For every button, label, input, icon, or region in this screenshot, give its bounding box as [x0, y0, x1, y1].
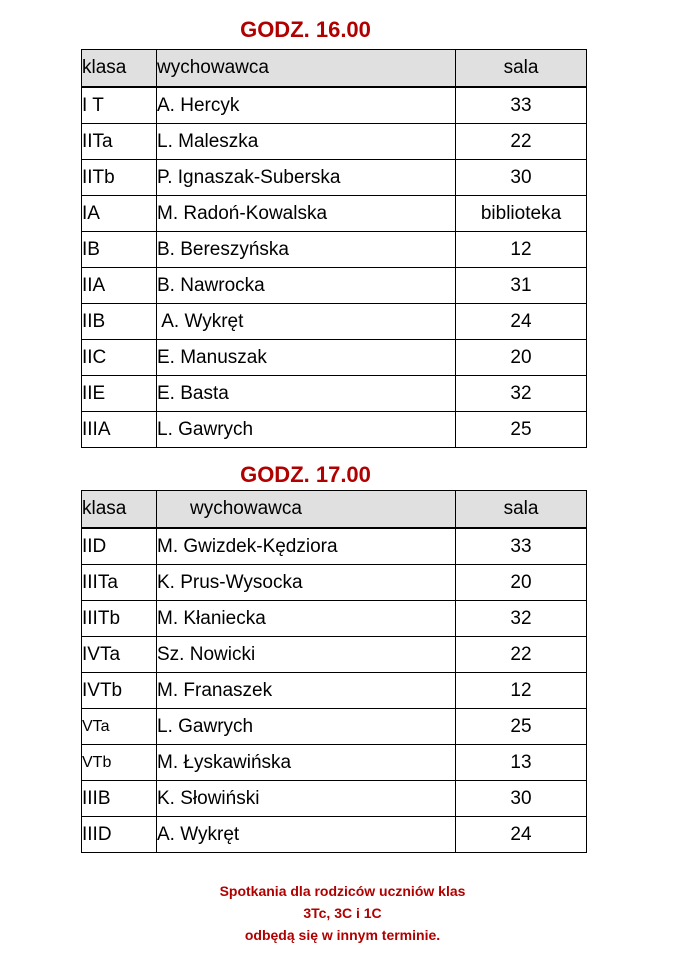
cell-wychowawca: E. Manuszak [157, 340, 456, 376]
cell-wychowawca: M. Gwizdek-Kędziora [157, 528, 456, 565]
column-header-sala: sala [456, 491, 587, 529]
cell-sala: 33 [456, 528, 587, 565]
cell-klasa: IVTa [82, 637, 157, 673]
session-1-table [81, 49, 587, 448]
cell-klasa: IIE [82, 376, 157, 412]
cell-sala: 25 [456, 709, 587, 745]
cell-wychowawca: A. Wykręt [157, 304, 456, 340]
table-row [82, 781, 587, 817]
table-row [82, 412, 587, 448]
footer-note [0, 880, 685, 946]
cell-sala: 22 [456, 637, 587, 673]
cell-sala: biblioteka [456, 196, 587, 232]
cell-wychowawca: E. Basta [157, 376, 456, 412]
table-row [82, 528, 587, 565]
cell-klasa: IIIB [82, 781, 157, 817]
cell-klasa: VTa [82, 709, 157, 745]
cell-sala: 32 [456, 601, 587, 637]
cell-klasa: IA [82, 196, 157, 232]
table-row [82, 601, 587, 637]
cell-wychowawca: M. Łyskawińska [157, 745, 456, 781]
cell-klasa: IB [82, 232, 157, 268]
cell-wychowawca: A. Hercyk [157, 87, 456, 124]
cell-wychowawca: M. Radoń-Kowalska [157, 196, 456, 232]
cell-klasa: IIC [82, 340, 157, 376]
table-row [82, 268, 587, 304]
table-row [82, 817, 587, 853]
cell-wychowawca: L. Gawrych [157, 412, 456, 448]
cell-wychowawca: B. Bereszyńska [157, 232, 456, 268]
footer-note-line: 3Tc, 3C i 1C [303, 905, 382, 921]
table-header-row [82, 50, 587, 88]
session-2-time-heading: GODZ. 17.00 [240, 462, 371, 487]
table-row [82, 637, 587, 673]
cell-sala: 31 [456, 268, 587, 304]
cell-wychowawca: M. Kłaniecka [157, 601, 456, 637]
cell-klasa: IVTb [82, 673, 157, 709]
cell-sala: 24 [456, 304, 587, 340]
cell-klasa: IIA [82, 268, 157, 304]
table-row [82, 565, 587, 601]
cell-wychowawca: L. Gawrych [157, 709, 456, 745]
table-row [82, 196, 587, 232]
cell-klasa: IIITa [82, 565, 157, 601]
table-row [82, 304, 587, 340]
column-header-sala: sala [456, 50, 587, 88]
cell-sala: 32 [456, 376, 587, 412]
column-header-wychowawca: wychowawca [157, 50, 456, 88]
footer-note-line: odbędą się w innym terminie. [244, 927, 441, 943]
cell-klasa: IID [82, 528, 157, 565]
cell-wychowawca: Sz. Nowicki [157, 637, 456, 673]
table-row [82, 376, 587, 412]
cell-sala: 20 [456, 340, 587, 376]
cell-sala: 12 [456, 232, 587, 268]
table-row [82, 160, 587, 196]
cell-klasa: IIITb [82, 601, 157, 637]
cell-wychowawca: M. Franaszek [157, 673, 456, 709]
table-row [82, 340, 587, 376]
cell-sala: 20 [456, 565, 587, 601]
cell-klasa: IIIA [82, 412, 157, 448]
table-header-row [82, 491, 587, 529]
table-row [82, 232, 587, 268]
cell-wychowawca: K. Prus-Wysocka [157, 565, 456, 601]
cell-klasa: VTb [82, 745, 157, 781]
cell-klasa: IIB [82, 304, 157, 340]
cell-wychowawca: L. Maleszka [157, 124, 456, 160]
session-1-time-heading: GODZ. 16.00 [240, 17, 371, 42]
cell-sala: 22 [456, 124, 587, 160]
session-2-table [81, 490, 587, 853]
column-header-wychowawca: wychowawca [157, 491, 456, 529]
cell-klasa: IIID [82, 817, 157, 853]
cell-wychowawca: B. Nawrocka [157, 268, 456, 304]
cell-sala: 24 [456, 817, 587, 853]
table-row [82, 673, 587, 709]
cell-klasa: IITa [82, 124, 157, 160]
cell-sala: 13 [456, 745, 587, 781]
cell-sala: 33 [456, 87, 587, 124]
cell-klasa: I T [82, 87, 157, 124]
table-row [82, 745, 587, 781]
cell-wychowawca: K. Słowiński [157, 781, 456, 817]
cell-sala: 12 [456, 673, 587, 709]
cell-wychowawca: P. Ignaszak-Suberska [157, 160, 456, 196]
cell-klasa: IITb [82, 160, 157, 196]
column-header-klasa: klasa [82, 491, 157, 529]
footer-note-line: Spotkania dla rodziców uczniów klas [219, 883, 466, 899]
table-row [82, 124, 587, 160]
column-header-klasa: klasa [82, 50, 157, 88]
cell-wychowawca: A. Wykręt [157, 817, 456, 853]
cell-sala: 30 [456, 160, 587, 196]
table-row [82, 709, 587, 745]
cell-sala: 25 [456, 412, 587, 448]
table-row [82, 87, 587, 124]
cell-sala: 30 [456, 781, 587, 817]
